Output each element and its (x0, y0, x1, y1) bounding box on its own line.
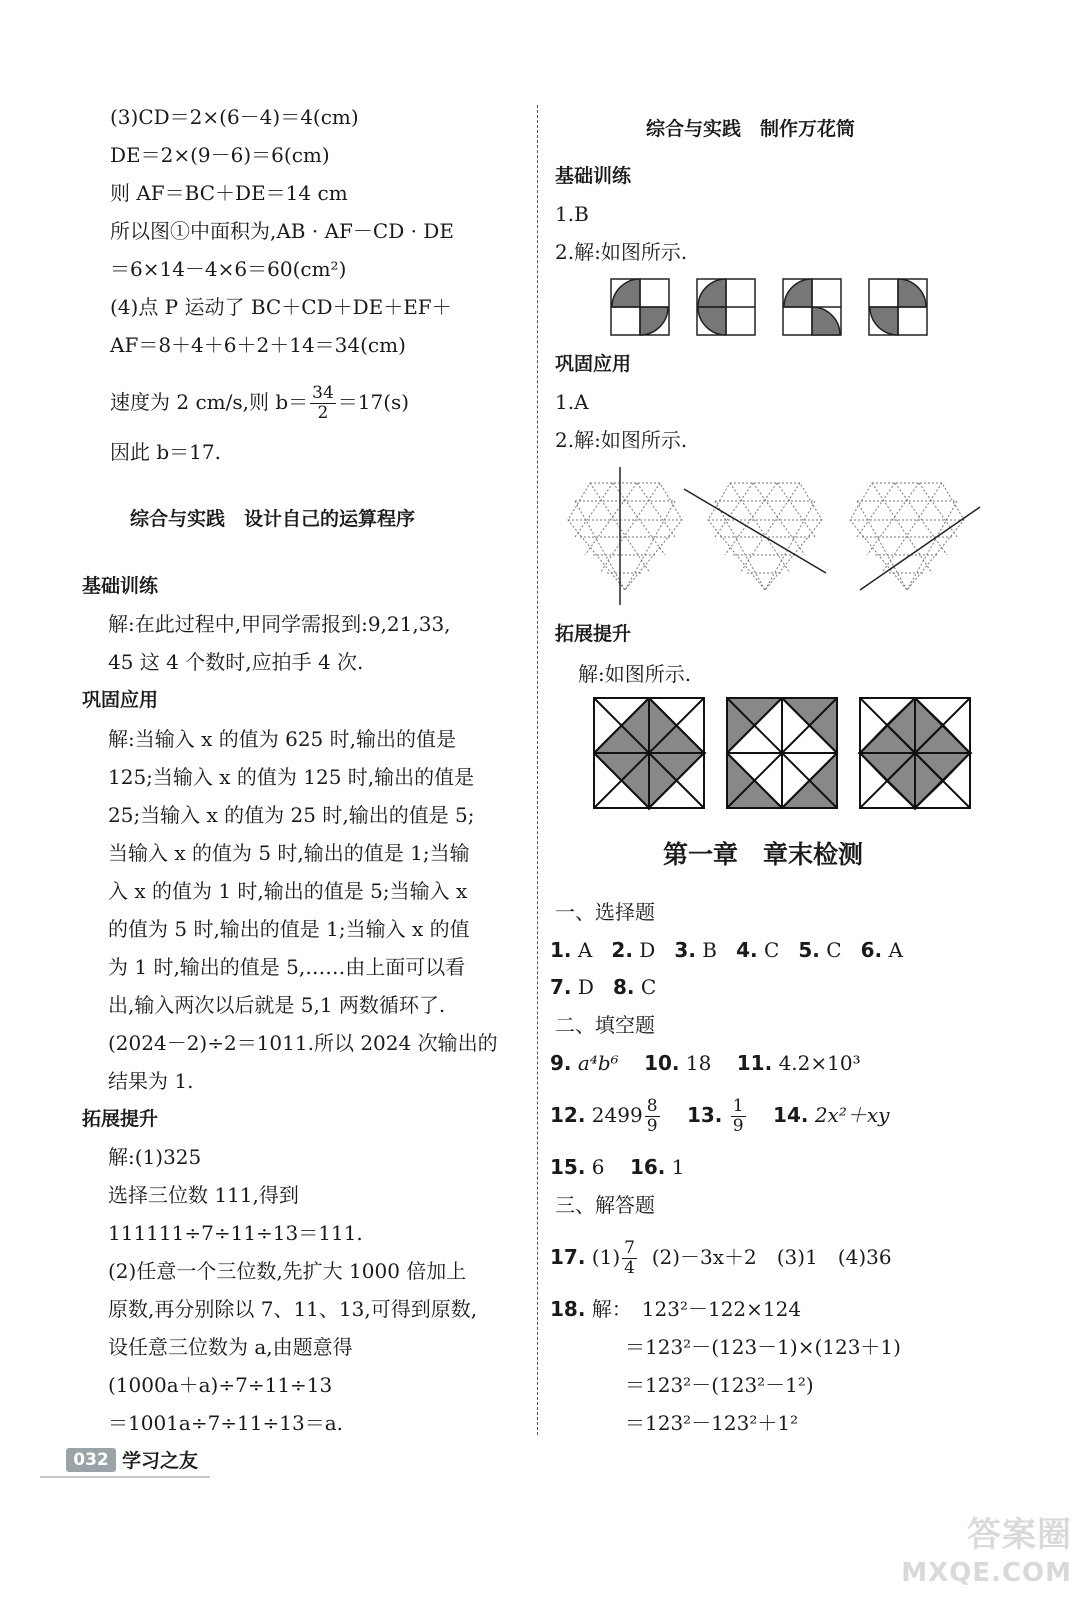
section-choice: 一、选择题 (555, 900, 655, 924)
triangle-figure-3 (850, 483, 980, 590)
q18-line-3: ＝123²－(123²－1²) (625, 1373, 814, 1397)
q17-num: 17. (550, 1245, 586, 1269)
right-section-title: 综合与实践 制作万花筒 (646, 118, 856, 140)
q12-frac-den: 9 (646, 1116, 658, 1136)
cons-line-8: 出,输入两次以后就是 5,1 两数循环了. (108, 993, 446, 1017)
q18-line-4: ＝123²－123²＋1² (625, 1411, 799, 1435)
q16-num: 16. (629, 1155, 666, 1179)
right-heading-extend: 拓展提升 (555, 623, 632, 645)
speed-den: 2 (317, 403, 329, 423)
ext-line-2: 选择三位数 111,得到 (108, 1183, 299, 1207)
left-line-6: (4)点 P 运动了 BC＋CD＋DE＋EF＋ (110, 295, 452, 319)
q5-num: 5. (798, 938, 820, 962)
quarter-figure-3 (783, 279, 841, 335)
q11-ans: 4.2×10³ (778, 1051, 861, 1075)
brand-name: 学习之友 (122, 1450, 199, 1472)
left-line-1: (3)CD＝2×(6－4)＝4(cm) (110, 105, 359, 129)
q12-num: 12. (550, 1103, 586, 1127)
q17-line (550, 1234, 892, 1280)
cons-line-4: 当输入 x 的值为 5 时,输出的值是 1;当输 (108, 841, 470, 865)
q17-frac-den: 4 (624, 1258, 635, 1278)
watermark (901, 1516, 1072, 1592)
q2-num: 2. (611, 938, 633, 962)
fill-row-1 (550, 1051, 861, 1075)
q10-ans: 18 (685, 1051, 712, 1075)
square-figure-2 (727, 698, 837, 808)
cons-line-7: 为 1 时,输出的值是 5,……由上面可以看 (108, 955, 466, 979)
left-heading-basic: 基础训练 (82, 575, 159, 597)
triangle-grid-figures (560, 465, 990, 610)
q3-ans: B (702, 938, 717, 962)
chapter-title: 第一章 章末检测 (663, 840, 864, 869)
ext-line-3: 111111÷7÷11÷13＝111. (108, 1221, 363, 1245)
q5-ans: C (826, 938, 842, 962)
fill-row-2 (550, 1092, 889, 1138)
q18-text-1: 解： 123²－122×124 (591, 1297, 802, 1321)
left-heading-consolidate: 巩固应用 (82, 689, 159, 711)
q8-ans: C (640, 975, 657, 999)
ext-line-5: 原数,再分别除以 7、11、13,可得到原数, (108, 1297, 478, 1321)
left-line-4: 所以图①中面积为,AB · AF－CD · DE (110, 219, 454, 243)
cons-line-2: 125;当输入 x 的值为 125 时,输出的值是 (108, 765, 475, 789)
q7-num: 7. (550, 975, 572, 999)
q12-whole: 2499 (591, 1103, 643, 1127)
q17-fraction (622, 1239, 637, 1278)
right-basic-2: 2.解:如图所示. (555, 240, 688, 264)
page-number: 032 (66, 1448, 116, 1472)
ext-line-8: ＝1001a÷7÷11÷13＝a. (108, 1411, 343, 1435)
q11-num: 11. (736, 1051, 773, 1075)
quarter-figure-2 (697, 279, 755, 335)
right-cons-2: 2.解:如图所示. (555, 428, 688, 452)
footer-rule (40, 1476, 210, 1478)
q7-ans: D (577, 975, 594, 999)
right-basic-1: 1.B (555, 202, 589, 226)
q10-num: 10. (644, 1051, 680, 1075)
right-extend-1: 解:如图所示. (578, 662, 692, 686)
left-basic-1: 解:在此过程中,甲同学需报到:9,21,33, (108, 612, 451, 636)
triangle-figure-2 (684, 483, 826, 590)
right-cons-1: 1.A (555, 390, 589, 414)
square-pattern-figures (593, 697, 973, 812)
column-divider (537, 105, 538, 1435)
section-answer: 三、解答题 (555, 1193, 655, 1217)
q1-num: 1. (550, 938, 572, 962)
square-figure-1 (594, 698, 704, 808)
ext-line-7: (1000a＋a)÷7÷11÷13 (108, 1373, 333, 1397)
speed-suffix: ＝17(s) (337, 390, 410, 414)
section-fill: 二、填空题 (555, 1013, 655, 1037)
q9-ans: a⁴b⁶ (577, 1051, 619, 1075)
q13-frac-den: 9 (732, 1116, 744, 1136)
watermark-line-1: 答案圈 (967, 1515, 1072, 1555)
left-heading-extend: 拓展提升 (82, 1108, 159, 1130)
q2-ans: D (639, 938, 656, 962)
choice-row-1 (550, 938, 903, 962)
watermark-line-2: MXQE.COM (901, 1558, 1072, 1588)
q13-frac-num: 1 (732, 1096, 744, 1116)
q13-fraction (731, 1097, 746, 1136)
cons-line-1: 解:当输入 x 的值为 625 时,输出的值是 (108, 727, 456, 751)
right-heading-consolidate: 巩固应用 (555, 353, 632, 375)
quarter-figure-4 (869, 279, 927, 335)
q6-num: 6. (860, 938, 883, 962)
speed-line (110, 382, 409, 423)
quarter-figure-1 (611, 279, 669, 335)
q4-num: 4. (736, 938, 758, 962)
q8-num: 8. (613, 975, 635, 999)
q14-ans: 2x²＋xy (814, 1103, 890, 1127)
left-line-5: ＝6×14－4×6＝60(cm²) (110, 257, 347, 281)
left-line-7: AF＝8＋4＋6＋2＋14＝34(cm) (110, 333, 406, 357)
q1-ans: A (577, 938, 593, 962)
q4-ans: C (763, 938, 780, 962)
q18-num: 18. (550, 1297, 586, 1321)
speed-num: 34 (312, 383, 334, 403)
q12-fraction (645, 1097, 660, 1136)
quarter-circle-figures (610, 278, 940, 338)
left-section-title: 综合与实践 设计自己的运算程序 (130, 508, 416, 530)
cons-line-10: 结果为 1. (108, 1069, 194, 1093)
cons-line-6: 的值为 5 时,输出的值是 1;当输入 x 的值 (108, 917, 470, 941)
choice-row-2 (550, 975, 656, 999)
ext-line-4: (2)任意一个三位数,先扩大 1000 倍加上 (108, 1259, 467, 1283)
q15-num: 15. (550, 1155, 586, 1179)
q12-frac-num: 8 (646, 1096, 658, 1116)
q18-line-2: ＝123²－(123－1)×(123＋1) (625, 1335, 901, 1359)
left-basic-2: 45 这 4 个数时,应拍手 4 次. (108, 650, 364, 674)
q6-ans: A (888, 938, 903, 962)
square-figure-3 (860, 698, 970, 808)
q16-ans: 1 (671, 1155, 685, 1179)
cons-line-3: 25;当输入 x 的值为 25 时,输出的值是 5; (108, 803, 475, 827)
triangle-figure-1 (568, 467, 682, 605)
q15-ans: 6 (591, 1155, 605, 1179)
fill-row-3 (550, 1155, 685, 1179)
q17-rest: (2)－3x＋2 (3)1 (4)36 (651, 1245, 892, 1269)
q18-line-1 (550, 1297, 801, 1321)
cons-line-9: (2024－2)÷2＝1011.所以 2024 次输出的 (108, 1031, 498, 1055)
conclusion: 因此 b＝17. (110, 440, 221, 464)
q13-num: 13. (686, 1103, 723, 1127)
q14-num: 14. (773, 1103, 809, 1127)
speed-prefix: 速度为 2 cm/s,则 b＝ (110, 390, 309, 414)
q9-num: 9. (550, 1051, 572, 1075)
q17-frac-num: 7 (624, 1238, 635, 1258)
q3-num: 3. (674, 938, 696, 962)
right-heading-basic: 基础训练 (555, 165, 632, 187)
cons-line-5: 入 x 的值为 1 时,输出的值是 5;当输入 x (108, 879, 468, 903)
speed-fraction (310, 384, 336, 423)
q17-part1: (1) (591, 1245, 621, 1269)
ext-line-1: 解:(1)325 (108, 1145, 202, 1169)
left-line-2: DE＝2×(9－6)＝6(cm) (110, 143, 330, 167)
left-line-3: 则 AF＝BC＋DE＝14 cm (110, 181, 348, 205)
ext-line-6: 设任意三位数为 a,由题意得 (108, 1335, 353, 1359)
